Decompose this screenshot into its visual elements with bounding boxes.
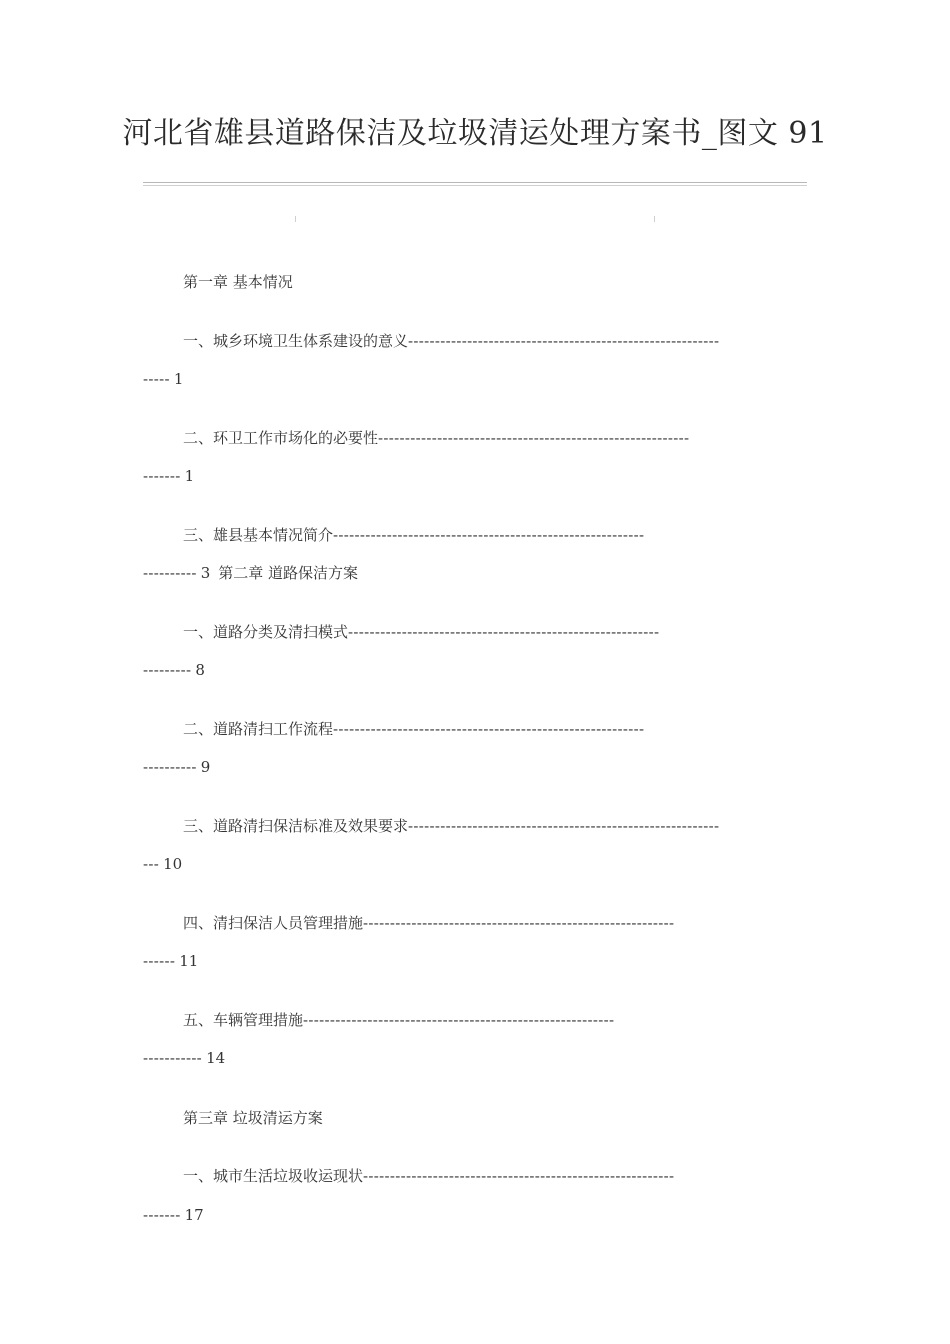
toc-entry[interactable] (143, 622, 805, 642)
toc-entry-continuation (143, 466, 805, 486)
toc-entry-continuation (143, 951, 805, 971)
toc-entry[interactable] (143, 1010, 805, 1030)
toc-leader: ---------------------------------------------------------- (363, 1167, 675, 1185)
toc-page-number: 3 (200, 564, 211, 582)
toc-entry-label: 二、道路清扫工作流程 (183, 720, 334, 738)
toc-chapter-heading: 第一章 基本情况 (183, 273, 293, 291)
toc-leader: ---------------------------------------------------------- (333, 526, 645, 544)
toc-leader: ---------------------------------------------------------- (303, 1011, 615, 1029)
toc-leader: ---------------------------------------------------------- (363, 914, 675, 932)
toc-leader: --- (143, 855, 160, 873)
toc-entry-continuation (143, 369, 805, 389)
title-divider-secondary (143, 185, 807, 186)
toc-page-number: 11 (179, 952, 199, 970)
toc-entry-label: 一、道路分类及清扫模式 (183, 623, 349, 641)
toc-chapter-heading: 第三章 垃圾清运方案 (183, 1109, 323, 1127)
toc-leader: ---------------------------------------------------------- (348, 623, 660, 641)
document-title: 河北省雄县道路保洁及垃圾清运处理方案书_图文 91 (122, 116, 828, 151)
toc-leader: ----------- (143, 1049, 203, 1067)
toc-entry-label: 一、城市生活垃圾收运现状 (183, 1167, 364, 1185)
toc-entry-continuation (143, 854, 805, 874)
toc-leader: ---------------------------------------------------------- (408, 817, 720, 835)
toc-entry-label: 四、清扫保洁人员管理措施 (183, 914, 364, 932)
header-mark-right (654, 216, 655, 222)
toc-entry-continuation (143, 1048, 805, 1068)
toc-page-number: 1 (173, 370, 184, 388)
header-mark-left (295, 216, 296, 222)
toc-page-number: 17 (184, 1206, 204, 1224)
toc-page-number: 9 (200, 758, 211, 776)
toc-leader: ------- (143, 1206, 181, 1224)
toc-entry[interactable] (143, 428, 805, 448)
toc-entry-label: 五、车辆管理措施 (183, 1011, 304, 1029)
toc-entry-continuation (143, 563, 805, 583)
toc-leader: ---------------------------------------------------------- (408, 332, 720, 350)
toc-entry-label: 三、道路清扫保洁标准及效果要求 (183, 817, 409, 835)
toc-leader: ------ (143, 952, 176, 970)
toc-leader: ----- (143, 370, 170, 388)
toc-entry-label: 一、城乡环境卫生体系建设的意义 (183, 332, 409, 350)
toc-page-number: 8 (195, 661, 205, 679)
toc-leader: ---------------------------------------------------------- (333, 720, 645, 738)
toc-leader: --------- (143, 661, 192, 679)
toc-entry[interactable] (143, 525, 805, 545)
toc-entry[interactable] (143, 331, 805, 351)
toc-page-number: 14 (206, 1049, 226, 1067)
title-divider (143, 182, 807, 183)
toc-chapter-heading: 第二章 道路保洁方案 (218, 564, 359, 582)
toc-entry[interactable] (143, 1166, 805, 1186)
toc-entry[interactable] (143, 816, 805, 836)
toc-entry[interactable] (143, 913, 805, 933)
toc-entry-label: 三、雄县基本情况简介 (183, 526, 334, 544)
toc-leader: ------- (143, 467, 181, 485)
toc-page-number: 10 (163, 855, 183, 873)
toc-entry-label: 二、环卫工作市场化的必要性 (183, 429, 379, 447)
toc-page-number: 1 (184, 467, 195, 485)
toc-entry-continuation (143, 757, 805, 777)
toc-leader: ---------------------------------------------------------- (378, 429, 690, 447)
toc-entry-continuation (143, 1205, 805, 1225)
toc-leader: ---------- (143, 564, 197, 582)
toc-entry[interactable] (143, 719, 805, 739)
toc-entry-continuation (143, 660, 805, 680)
toc-leader: ---------- (143, 758, 197, 776)
